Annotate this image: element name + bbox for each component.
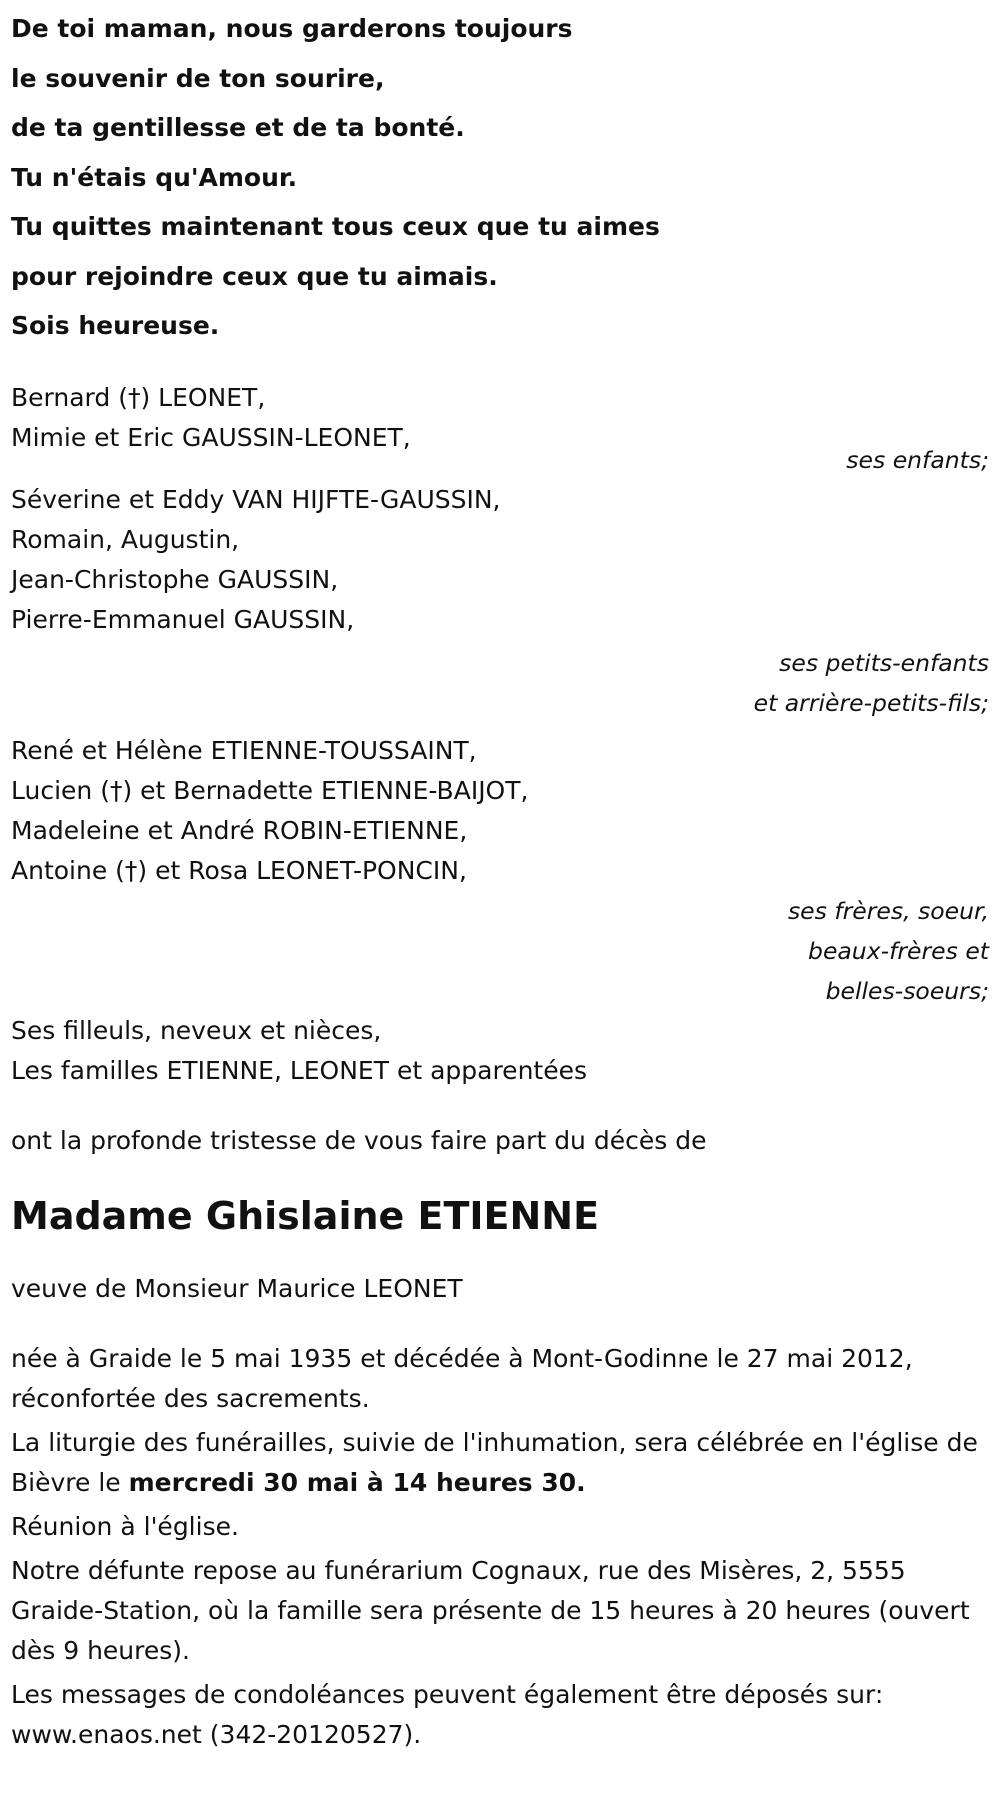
funeral-info	[11, 1423, 989, 1503]
family-name: René et Hélène ETIENNE-TOUSSAINT,	[11, 735, 477, 765]
family-name: Les familles ETIENNE, LEONET et apparentées	[11, 1055, 588, 1085]
family-name: Ses filleuls, neveux et nièces,	[11, 1015, 382, 1045]
relation-label: et arrière-petits-fils;	[753, 688, 989, 717]
family-name: Jean-Christophe GAUSSIN,	[11, 564, 339, 594]
condolences-info: Les messages de condoléances peuvent également être déposés sur: www.enaos.net (342-20120527).	[11, 1679, 884, 1749]
widow-of: veuve de Monsieur Maurice LEONET	[11, 1273, 463, 1303]
family-name: Mimie et Eric GAUSSIN-LEONET,	[11, 422, 411, 452]
family-name: Romain, Augustin,	[11, 524, 240, 554]
siblings-block	[11, 731, 989, 1011]
family-name: Pierre-Emmanuel GAUSSIN,	[11, 604, 355, 634]
family-name: Séverine et Eddy VAN HIJFTE-GAUSSIN,	[11, 484, 501, 514]
announcement: ont la profonde tristesse de vous faire part du décès de	[11, 1125, 707, 1155]
poem-line: Sois heureuse.	[11, 311, 220, 340]
children-block	[11, 378, 989, 480]
poem-line: de ta gentillesse et de ta bonté.	[11, 113, 465, 142]
family-name: Lucien (†) et Bernadette ETIENNE-BAIJOT,	[11, 775, 529, 805]
family-name: Bernard (†) LEONET,	[11, 382, 266, 412]
relation-label: ses petits-enfants	[779, 648, 989, 677]
poem-line: Tu quittes maintenant tous ceux que tu aimes	[11, 212, 660, 241]
poem-line: Tu n'étais qu'Amour.	[11, 162, 298, 192]
poem	[11, 0, 989, 351]
birth-death-text: née à Graide le 5 mai 1935 et décédée à Mont-Godinne le 27 mai 2012, réconfortée des sacrements.	[11, 1343, 913, 1413]
relation-label: ses enfants;	[846, 445, 989, 474]
obituary-page	[11, 0, 989, 1755]
relation-label: belles-soeurs;	[825, 976, 989, 1005]
family-name: Antoine (†) et Rosa LEONET-PONCIN,	[11, 855, 467, 885]
relation-label: beaux-frères et	[808, 936, 989, 965]
poem-line: le souvenir de ton sourire,	[11, 63, 385, 93]
funerarium-info: Notre défunte repose au funérarium Cognaux, rue des Misères, 2, 5555 Graide-Station, où la famille sera présente de 15 heures à 20 heures (ouvert dès 9 heures).	[11, 1555, 970, 1665]
poem-line: pour rejoindre ceux que tu aimais.	[11, 261, 498, 291]
others-block	[11, 1011, 989, 1091]
relation-label: ses frères, soeur,	[787, 896, 989, 925]
grandchildren-block	[11, 480, 989, 723]
family-name: Madeleine et André ROBIN-ETIENNE,	[11, 815, 468, 845]
meeting-info: Réunion à l'église.	[11, 1511, 239, 1541]
funeral-text: La liturgie des funérailles, suivie de l'inhumation, sera célébrée en l'église de Bièvre le	[11, 1427, 978, 1497]
poem-line: De toi maman, nous garderons toujours	[11, 14, 573, 43]
funeral-date-time: mercredi 30 mai à 14 heures 30.	[128, 1467, 586, 1497]
deceased-name: Madame Ghislaine ETIENNE	[11, 1193, 600, 1238]
